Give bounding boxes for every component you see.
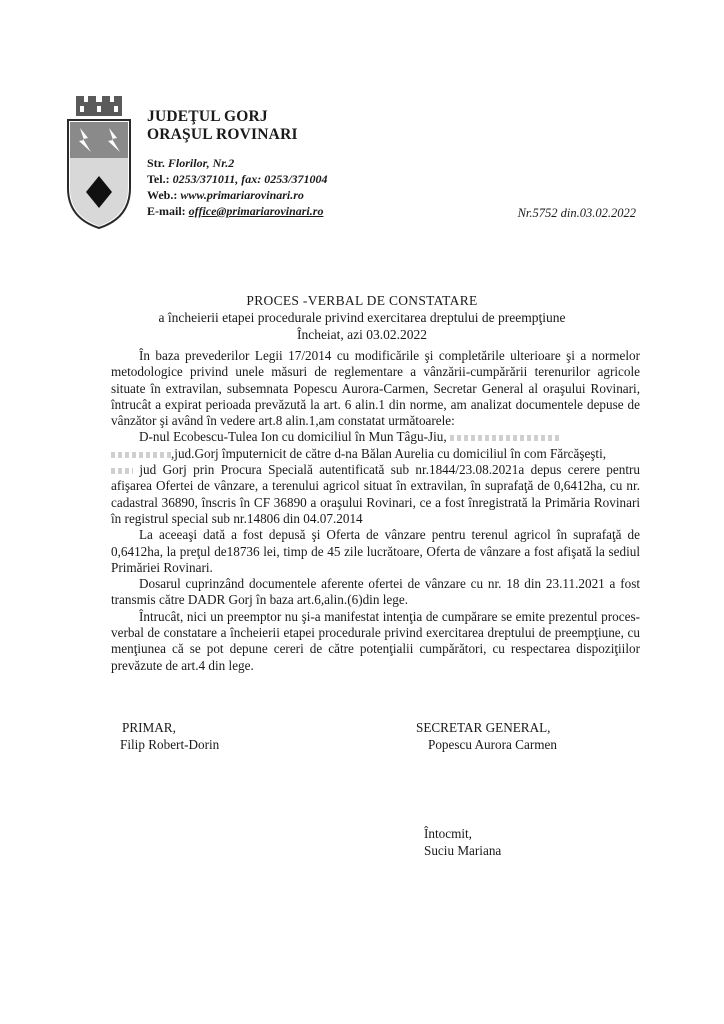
paragraph-applicant-cont — [111, 446, 640, 527]
tel-label: Tel.: — [147, 172, 170, 186]
web-link[interactable]: www.primariarovinari.ro — [180, 188, 304, 202]
document-subtitle: a încheierii etapei procedurale privind exercitarea dreptului de preempţiune — [158, 310, 566, 325]
paragraph-offer: La aceeaşi dată a fost depusă şi Oferta de vânzare pentru terenul agricol în suprafaţă de 0,6412ha, la preţul de18736 lei, timp de 45 zile lucrătoare, Oferta de vânzare a fost afişată la sediul Primăriei Rovinari. — [111, 527, 640, 575]
email-link[interactable]: office@primariarovinari.ro — [188, 204, 324, 218]
document-body — [111, 348, 640, 674]
document-title-block — [0, 292, 724, 343]
applicant-text-a: D-nul Ecobescu-Tulea Ion cu domiciliul în Mun Tâgu-Jiu, — [139, 429, 447, 445]
address-line — [147, 155, 328, 171]
document-date-line: Încheiat, azi 03.02.2022 — [296, 327, 428, 342]
document-title: PROCES -VERBAL DE CONSTATARE — [246, 293, 478, 308]
paragraph-legal-basis: În baza prevederilor Legii 17/2014 cu modificările şi completările ulterioare şi a normelor metodologice privind unele măsuri de reglementare a vânzării-cumpărării terenurilor agricole situate în extravilan, subsemnata Popescu Aurora-Carmen, Secretar General al oraşului Rovinari, întrucât a expirat perioada prevăzută la art. 6 alin.1 din norme, am analizat documentele depuse de vânzător şi având în vedere art.8 alin.1,am constatat următoarele: — [111, 348, 640, 429]
applicant-text-c: jud Gorj prin Procura Specială autentificată sub nr.1844/23.08.2021a depus cerere pentru afişarea Ofertei de vânzare, a terenului agricol situat în extravilan, în suprafaţă de 0,6412ha, cu nr. cadastral 36890, înscris în CF 36890 a oraşului Rovinari, ce a fost înregistrată la Primăria Rovinari în registrul special sub nr.14806 din 04.07.2014 — [111, 462, 640, 526]
tel-value: 0253/371011, fax: 0253/371004 — [172, 172, 328, 186]
web-label: Web.: — [147, 188, 178, 202]
web-line — [147, 187, 328, 203]
street-label: Str. — [147, 156, 165, 170]
street-value: Florilor, Nr.2 — [167, 156, 235, 170]
paragraph-applicant — [111, 429, 640, 445]
mayor-title: PRIMAR, — [122, 720, 176, 735]
redacted-address-2 — [111, 452, 171, 458]
email-label: E-mail: — [147, 204, 186, 218]
coat-of-arms-icon — [64, 92, 134, 230]
institution-header — [147, 108, 328, 219]
county-name: JUDEŢUL GORJ — [147, 108, 268, 125]
drafter-name: Suciu Mariana — [424, 842, 502, 858]
paragraph-conclusion: Întrucât, nici un preemptor nu şi-a manifestat intenţia de cumpărare se emite prezentul proces-verbal de constatare a încheierii etapei procedurale privind exercitarea dreptului de preempţiune, cu menţiunea că se pot depune cereri de către potenţialii cumpărători, cu respectarea dispoziţiilor prevăzute de art.4 din lege. — [111, 608, 640, 673]
registration-number: Nr.5752 din.03.02.2022 — [517, 206, 636, 220]
secretary-signature-block — [416, 720, 557, 753]
secretary-name: Popescu Aurora Carmen — [428, 736, 557, 752]
city-name: ORAŞUL ROVINARI — [147, 126, 298, 143]
drafter-signature-block — [424, 826, 501, 859]
mayor-signature-block — [120, 720, 219, 753]
mayor-name: Filip Robert-Dorin — [120, 736, 220, 752]
redacted-address-3 — [111, 468, 133, 474]
drafter-title: Întocmit, — [424, 826, 472, 841]
secretary-title: SECRETAR GENERAL, — [416, 720, 551, 735]
paragraph-dossier: Dosarul cuprinzând documentele aferente ofertei de vânzare cu nr. 18 din 23.11.2021 a fost transmis către DADR Gorj în baza art.6,alin.(6)din lege. — [111, 576, 640, 608]
redacted-address — [450, 435, 560, 441]
applicant-text-b: ,jud.Gorj împuternicit de către d-na Bălan Aurelia cu domiciliul în com Fărcăşeşti, — [171, 445, 607, 461]
email-line — [147, 203, 328, 219]
phone-line — [147, 171, 328, 187]
